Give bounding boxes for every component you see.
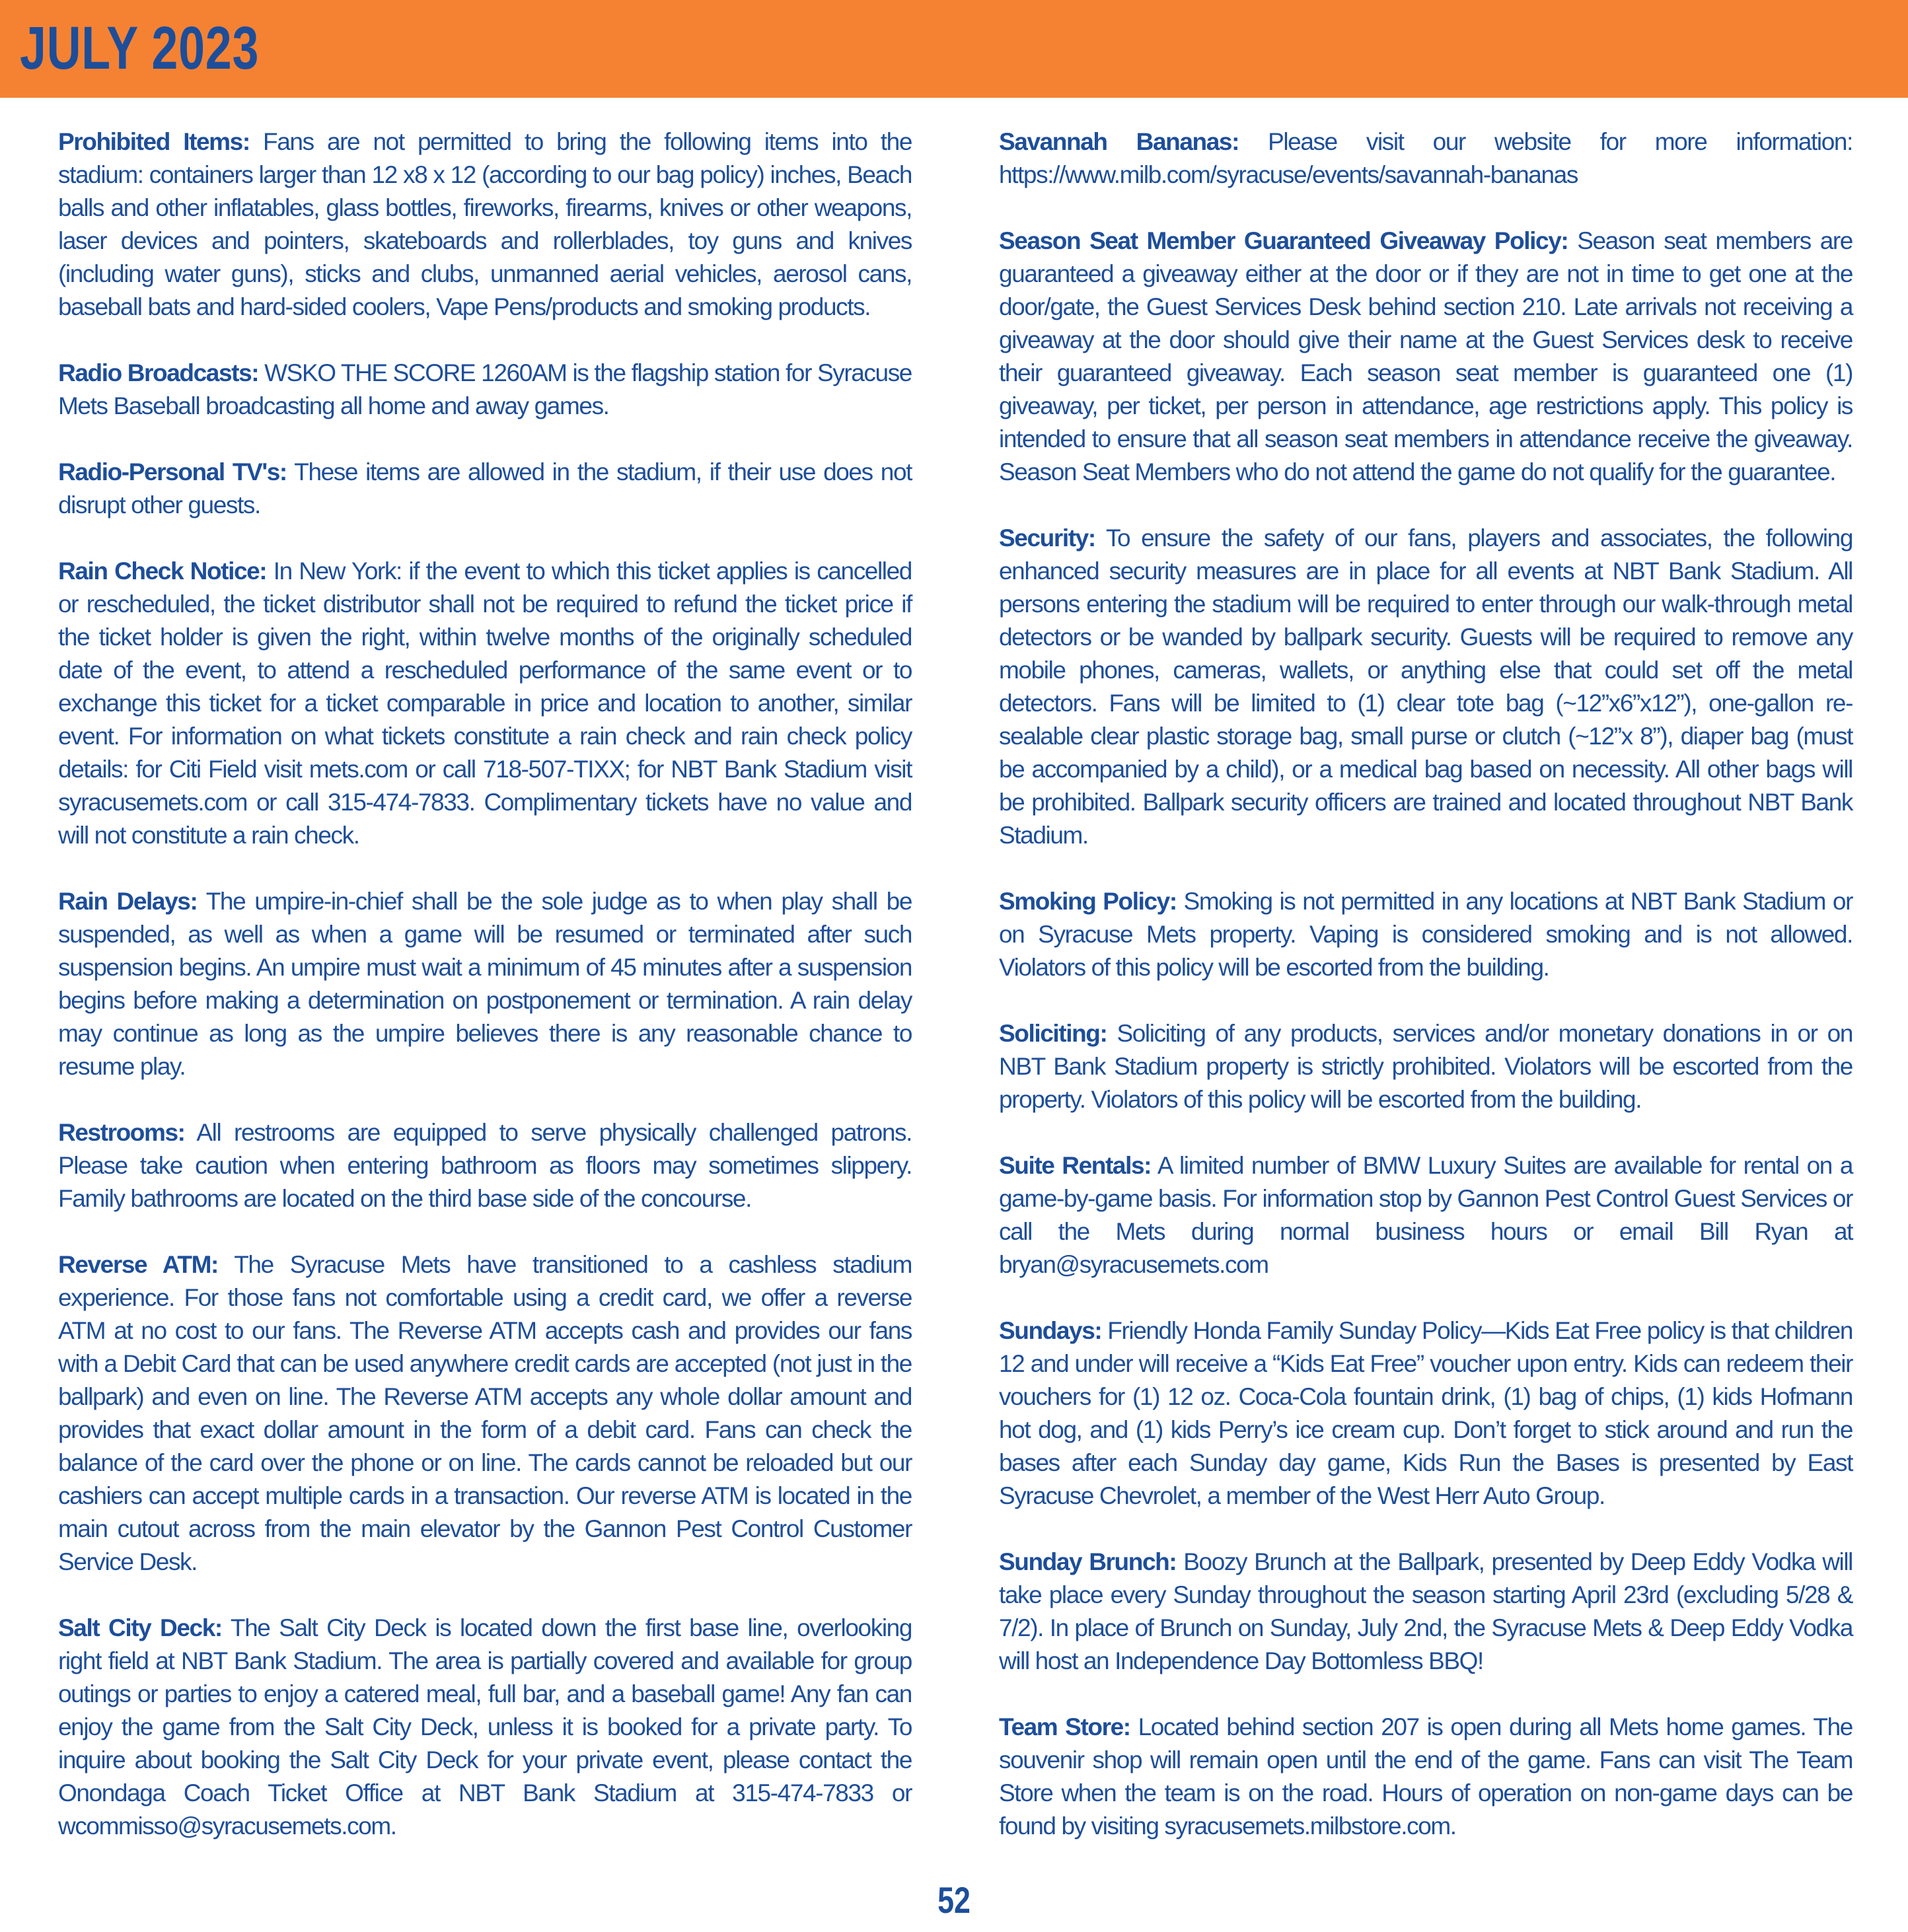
entry-rain-check-notice [58,555,912,852]
entry-title: Savannah Bananas: [999,128,1239,155]
entry-reverse-atm [58,1248,912,1579]
entry-title: Security: [999,524,1095,552]
entry-radio-broadcasts [58,357,912,423]
entry-body: Located behind section 207 is open during all Mets home games. The souvenir shop will remain open until the end of the game. Fans can visit The Team Store when the team is on the road. Hours of operation on non-game days can be found by visiting syracusemets.milbstore.com. [999,1713,1853,1840]
entry-body: Season seat members are guaranteed a giveaway either at the door or if they are not in time to get one at the door/gate, the Guest Services Desk behind section 210. Late arrivals not receiving a giveaway at the door should give their name at the Guest Services desk to receive their guaranteed giveaway. Each season seat member is guaranteed one (1) giveaway, per ticket, per person in attendance, age restrictions apply. This policy is intended to ensure that all season seat members in attendance receive the giveaway. Season Seat Members who do not attend the game do not qualify for the guarantee. [999,227,1853,485]
entry-body: The umpire-in-chief shall be the sole judge as to when play shall be suspended, as well as when a game will be resumed or terminated after such suspension begins. An umpire must wait a minimum of 45 minutes after a suspension begins before making a determination on postponement or termination. A rain delay may continue as long as the umpire believes there is any reasonable chance to resume play. [58,888,912,1080]
entry-sundays [999,1314,1853,1513]
entry-title: Rain Delays: [58,888,198,915]
entry-radio-personal-tvs [58,456,912,522]
right-column [999,125,1853,1876]
entry-body: Friendly Honda Family Sunday Policy—Kids Eat Free policy is that children 12 and under will receive a “Kids Eat Free” voucher upon entry. Kids can redeem their vouchers for (1) 12 oz. Coca-Cola fountain drink, (1) bag of chips, (1) kids Hofmann hot dog, and (1) kids Perry’s ice cream cup. Don’t forget to stick around and run the bases after each Sunday day game, Kids Run the Bases is presented by East Syracuse Chevrolet, a member of the West Herr Auto Group. [999,1317,1853,1509]
entry-smoking-policy [999,885,1853,984]
entry-body: In New York: if the event to which this ticket applies is cancelled or rescheduled, the ticket distributor shall not be required to refund the ticket price if the ticket holder is given the right, within twelve months of the originally scheduled date of the event, to attend a rescheduled performance of the same event or to exchange this ticket for a ticket comparable in price and location to another, similar event. For information on what tickets constitute a rain check and rain check policy details: for Citi Field visit mets.com or call 718-507-TIXX; for NBT Bank Stadium visit syracusemets.com or call 315-474-7833. Complimentary tickets have no value and will not constitute a rain check. [58,557,912,849]
entry-body: These items are allowed in the stadium, if their use does not disrupt other guests. [58,458,912,519]
header-band [0,0,1908,98]
entry-title: Rain Check Notice: [58,557,267,585]
entry-title: Reverse ATM: [58,1251,218,1278]
entry-body: To ensure the safety of our fans, players and associates, the following enhanced security measures are in place for all events at NBT Bank Stadium. All persons entering the stadium will be required to enter through our walk-through metal detectors or be wanded by ballpark security. Guests will be required to remove any mobile phones, cameras, wallets, or anything else that could set off the metal detectors. Fans will be limited to (1) clear tote bag (~12”x6”x12”), one-gallon re-sealable clear plastic storage bag, small purse or clutch (~12”x 8”), diaper bag (must be accompanied by a child), or a medical bag based on necessity. All other bags will be prohibited. Ballpark security officers are trained and located throughout NBT Bank Stadium. [999,524,1853,849]
entry-title: Sundays: [999,1317,1102,1344]
entry-body: Boozy Brunch at the Ballpark, presented by Deep Eddy Vodka will take place every Sunday throughout the season starting April 23rd (excluding 5/28 & 7/2). In place of Brunch on Sunday, July 2nd, the Syracuse Mets & Deep Eddy Vodka will host an Independence Day Bottomless BBQ! [999,1548,1853,1674]
entry-restrooms [58,1116,912,1215]
entry-body: WSKO THE SCORE 1260AM is the flagship station for Syracuse Mets Baseball broadcasting all home and away games. [58,359,912,419]
entry-title: Season Seat Member Guaranteed Giveaway Policy: [999,227,1568,254]
entry-body: Soliciting of any products, services and/or monetary donations in or on NBT Bank Stadium property is strictly prohibited. Violators will be escorted from the property. Violators of this policy will be escorted from the building. [999,1020,1853,1113]
entry-title: Radio-Personal TV's: [58,458,287,485]
page-number: 52 [937,1879,971,1921]
entry-salt-city-deck [58,1612,912,1843]
entry-body: The Salt City Deck is located down the first base line, overlooking right field at NBT Bank Stadium. The area is partially covered and available for group outings or parties to enjoy a catered meal, full bar, and a baseball game! Any fan can enjoy the game from the Salt City Deck, unless it is booked for a private party. To inquire about booking the Salt City Deck for your private event, please contact the Onondaga Coach Ticket Office at NBT Bank Stadium at 315-474-7833 or wcommisso@syracusemets.com. [58,1614,912,1840]
entry-title: Radio Broadcasts: [58,359,259,386]
entry-rain-delays [58,885,912,1083]
entry-body: A limited number of BMW Luxury Suites are available for rental on a game-by-game basis. For information stop by Gannon Pest Control Guest Services or call the Mets during normal business hours or email Bill Ryan at bryan@syracusemets.com [999,1152,1853,1278]
entry-title: Sunday Brunch: [999,1548,1177,1575]
entry-sunday-brunch [999,1546,1853,1678]
page-title: JULY 2023 [20,15,260,82]
entry-soliciting [999,1017,1853,1116]
entry-season-seat-giveaway-policy [999,225,1853,489]
entry-team-store [999,1711,1853,1843]
entry-title: Soliciting: [999,1020,1107,1047]
entry-body: Please visit our website for more information: https://www.milb.com/syracuse/events/savannah-bananas [999,128,1853,188]
entry-suite-rentals [999,1149,1853,1281]
entry-body: All restrooms are equipped to serve physically challenged patrons. Please take caution when entering bathroom as floors may sometimes slippery. Family bathrooms are located on the third base side of the concourse. [58,1119,912,1212]
entry-title: Smoking Policy: [999,888,1177,915]
entry-body: The Syracuse Mets have transitioned to a cashless stadium experience. For those fans not comfortable using a credit card, we offer a reverse ATM at no cost to our fans. The Reverse ATM accepts cash and provides our fans with a Debit Card that can be used anywhere credit cards are accepted (not just in the ballpark) and even on line. The Reverse ATM accepts any whole dollar amount and provides that exact dollar amount in the form of a debit card. Fans can check the balance of the card over the phone or on line. The cards cannot be reloaded but our cashiers can accept multiple cards in a transaction. Our reverse ATM is located in the main cutout across from the main elevator by the Gannon Pest Control Customer Service Desk. [58,1251,912,1575]
entry-body: Fans are not permitted to bring the following items into the stadium: containers larger than 12 x8 x 12 (according to our bag policy) inches, Beach balls and other inflatables, glass bottles, fireworks, firearms, knives or other weapons, laser devices and pointers, skateboards and rollerblades, toy guns and knives (including water guns), sticks and clubs, unmanned aerial vehicles, aerosol cans, baseball bats and hard-sided coolers, Vape Pens/products and smoking products. [58,128,912,320]
entry-savannah-bananas [999,125,1853,192]
left-column [58,125,912,1876]
entry-title: Prohibited Items: [58,128,250,155]
entry-body: Smoking is not permitted in any locations at NBT Bank Stadium or on Syracuse Mets property. Vaping is considered smoking and is not allowed. Violators of this policy will be escorted from the building. [999,888,1853,981]
entry-title: Team Store: [999,1713,1130,1740]
entry-title: Suite Rentals: [999,1152,1152,1179]
entry-title: Salt City Deck: [58,1614,222,1641]
entry-security [999,522,1853,852]
entry-prohibited-items [58,125,912,324]
entry-title: Restrooms: [58,1119,185,1146]
